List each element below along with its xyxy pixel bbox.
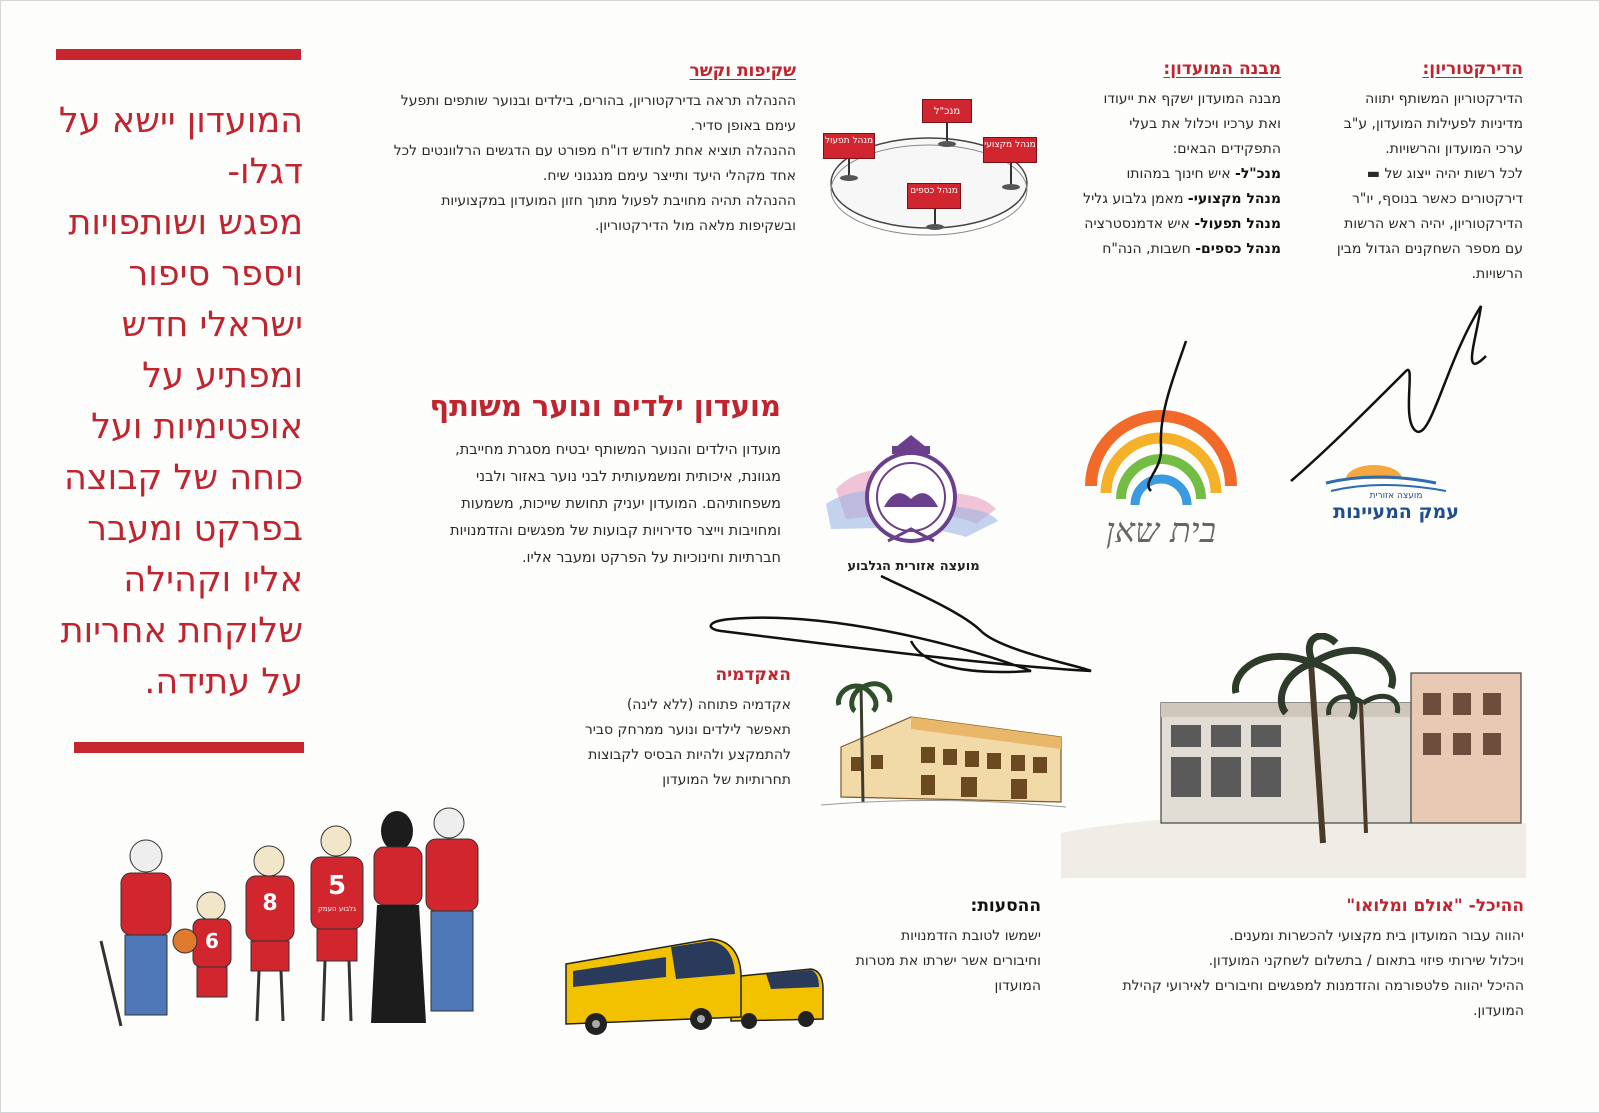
role-line [1046,237,1281,262]
text-line: מגוונת, איכותית ומשמעותית לבני נוער באזור ולבני [476,469,781,485]
role-label: מנהל תפעול- [1194,216,1281,232]
academy-building-icon [821,677,1066,817]
text-line: תאפשר לילדים ונוער ממרחק סביר [584,722,791,738]
org-diagram [819,91,1039,241]
text-line: דירקטורים כאשר בנוסף, יו"ר [1351,191,1523,207]
sign-finance-label: מנהל כספים [910,186,958,196]
slogan-text [41,96,303,708]
buses-image [561,929,831,1039]
gilboa-seal-icon [826,429,1001,559]
players-icon [81,801,501,1041]
emek-small-label: מועצה אזורית [1369,491,1423,501]
club-section [351,389,781,572]
transport-section [811,896,1041,999]
role-line [1046,162,1281,187]
text-line: עם מספר השחקנים הגדול מבין [1336,241,1523,257]
text-line: התפקידים הבאים: [1172,141,1281,157]
role-desc: איש אדמנסטרציה [1084,216,1195,232]
text-line: ומחויבות וייצר סדירויות קבועות של מפגשים והזדמנויות [449,523,781,539]
hall-building-image [1061,633,1526,878]
text-line: ובשקיפות מלאה מול הדירקטוריון. [594,218,796,234]
academy-heading: האקדמיה [715,665,791,685]
text-line: לכל רשות יהיה ייצוג של ▬ [1366,166,1523,182]
gilboa-logo-label: מועצה אזורית הגלבוע [847,559,980,574]
role-line [1046,212,1281,237]
role-desc: מאמן גלבוע גליל [1083,191,1188,207]
slogan-line: אופטימיות ועל [91,407,303,447]
academy-building-image [821,677,1066,817]
hall-section [1046,896,1524,1024]
jersey-number: 8 [262,891,278,916]
role-label: מנהל מקצועי- [1187,191,1281,207]
slogan-line: ישראלי חדש [121,305,303,345]
text-line: תחרותיות של המועדון [662,772,791,788]
jersey-number: 6 [205,929,219,953]
transparency-heading: שקיפות וקשר [689,61,796,81]
hall-heading: ההיכל- "אולם ומלואו" [1346,896,1524,916]
sign-finance [907,183,961,209]
slogan-line: ומפתיע על [142,356,303,396]
slogan-line: אליו וקהילה [123,560,303,600]
role-line [1046,187,1281,212]
slogan-bottom-bar [74,742,304,753]
hall-body [1046,924,1524,1024]
text-line: משפחותיהם. המועדון יעניק תחושת שייכות, משמעות [461,496,781,512]
slogan-line: כוחה של קבוצה [64,458,303,498]
sign-ceo-label: מנכ"ל [933,106,961,117]
sign-operations [823,133,875,159]
text-line: ישמשו לטובת הזדמנויות [900,928,1041,944]
sign-professional-label: מנהל מקצועי [984,140,1036,150]
text-line: וחיבורים אשר ישרתו את מטרות [855,953,1041,969]
gilboa-logo [826,429,1001,579]
text-line: ההנהלה תראה בדירקטוריון, בהורים, בילדים ובנוער שותפים ותפעל [400,93,796,109]
role-label: מנכ"ל- [1235,166,1281,182]
slogan-line: שלוקחת אחריות [60,611,303,651]
text-line: חברתיות וחינוכיות על הפרקט ומעבר אליו. [521,550,781,566]
text-line: מדיניות לפעילות המועדון, ע"ב [1343,116,1523,132]
text-line: אחד מקהלי היעד ותייצר עימם מנגנוני שיח. [542,168,796,184]
slogan-top-bar [56,49,301,60]
slogan-line: ויספר סיפור [128,254,303,294]
text-line: הדירקטוריון המשותף יתווה [1365,91,1523,107]
directorate-body [1301,87,1523,287]
text-line: מועדון הילדים והנוער המשותף יבטיח מסגרת מחייבת, [455,442,781,458]
text-line: להתמקצע ולהיות הבסיס לקבוצות [588,747,791,763]
text-line: ואת ערכיו ויכלול את בעלי [1129,116,1281,132]
text-line: מבנה המועדון ישקף את ייעודו [1103,91,1281,107]
emek-logo [1286,301,1506,526]
academy-body [531,693,791,793]
text-line: הדירקטוריון, יהיה ראש הרשות [1344,216,1523,232]
text-line: ההיכל יהווה פלטפורמה והזדמנות למפגשים וחיבורים לאירועי קהילת [1122,978,1524,994]
directorate-heading: הדירקטוריון: [1422,59,1523,79]
text-line: אקדמיה פתוחה (ללא לינה) [626,697,791,713]
sign-operations-label: מנהל תפעול [824,136,874,146]
directorate-section [1301,59,1523,287]
beit-shean-logo-label: בית שאן [1106,511,1216,551]
slogan-line: המועדון יישא על [58,101,303,141]
academy-section [531,665,791,793]
text-line: המועדון. [1473,1003,1524,1019]
text-line: המועדון [994,978,1041,994]
structure-body [1046,87,1281,262]
bus-icon [561,929,831,1039]
text-line: ערכי המועדון והרשויות. [1385,141,1523,157]
structure-heading: מבנה המועדון: [1163,59,1281,79]
text-line: יהווה עבור המועדון בית מקצועי להכשרות ומענים. [1229,928,1524,944]
transparency-section [326,61,796,239]
emek-logo-label: עמק המעיינות [1333,501,1459,523]
structure-section [1046,59,1281,262]
text-line: הרשויות. [1471,266,1523,282]
transparency-body [326,89,796,239]
slogan-line: בפרקט ומעבר [87,509,303,549]
text-line: ויכלול שירותי פיזוי בתאום / בתשלום לשחקני המועדון. [1208,953,1524,969]
sign-ceo [922,99,972,123]
players-image [81,801,501,1041]
slogan-line: מפגש ושותפויות [68,203,303,243]
text-line: עימם באופן סדיר. [690,118,796,134]
text-line: ההנהלה תהיה מחויבת לפעול מתוך חזון המועדון במקצועיות [441,193,796,209]
beit-shean-logo [1081,331,1241,571]
club-title: מועדון ילדים ונוער משותף [429,389,781,423]
slogan-line: על עתידה. [144,662,303,702]
sign-professional [983,137,1037,163]
role-label: מנהל כספים- [1195,241,1281,257]
hall-building-icon [1061,633,1526,878]
transport-heading: ההסעות: [970,896,1041,916]
transport-body [811,924,1041,999]
role-desc: איש חינוך במהותו [1126,166,1236,182]
text-line: ההנהלה תוציא אחת לחודש דו"ח מפורט עם הדגשים הרלוונטים לכל [393,143,796,159]
slogan-line: דגלו- [227,152,303,192]
jersey-text: גלבוע העמק [317,905,357,913]
jersey-number: 5 [327,871,347,901]
role-desc: חשבות, הנה"ח [1102,241,1196,257]
club-body [351,437,781,572]
